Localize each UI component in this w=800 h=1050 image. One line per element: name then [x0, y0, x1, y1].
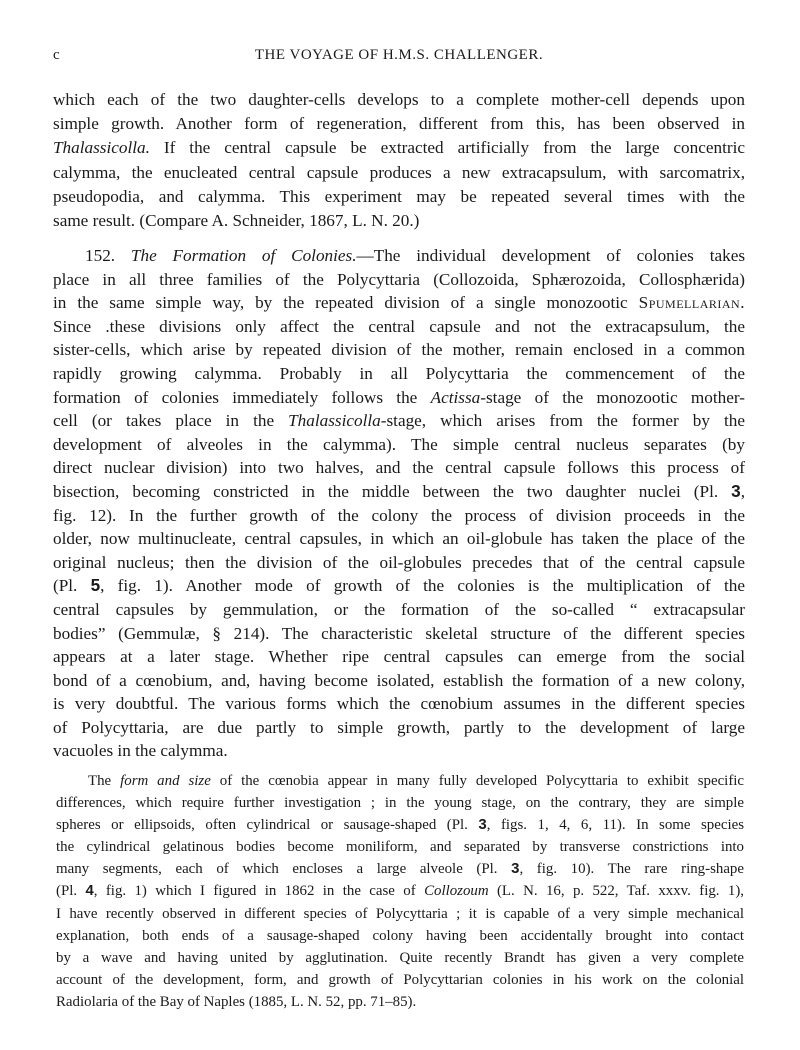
small-caps-text: Spumellarian.	[638, 293, 745, 313]
text-segment: calymma, the enucleated central capsule produces a new extracapsulum, with sarcomatrix,	[53, 162, 745, 182]
text-segment: spheres or ellipsoids, often cylindrical or sausage-shaped (Pl.	[56, 817, 479, 834]
text-segment: sister-cells, which arise by repeated division of the mother, remain enclosed in a common	[53, 340, 745, 360]
plate-number: 3	[478, 817, 487, 834]
text-line	[56, 792, 744, 814]
text-line	[56, 903, 744, 925]
text-segment: same result. (Compare A. Schneider, 1867, L. N. 20.)	[53, 211, 420, 231]
text-segment: —The individual development of colonies takes	[356, 246, 746, 265]
text-segment: direct nuclear division) into two halves, and the central capsule follows this process of	[53, 458, 745, 478]
text-segment: (Pl.	[53, 576, 91, 596]
text-line	[53, 291, 745, 315]
plate-number: 4	[85, 883, 94, 900]
text-segment: which each of the two daughter-cells develops to a complete mother-cell depends upon	[53, 90, 745, 109]
text-segment: pseudopodia, and calymma. This experiment may be repeated several times with the	[53, 186, 745, 206]
text-line	[53, 136, 745, 160]
italic-text: Collozoum	[424, 883, 489, 900]
page-number: c	[53, 47, 61, 63]
italic-text: The Formation of Colonies.	[130, 246, 357, 265]
text-line	[53, 574, 745, 598]
text-line	[53, 480, 745, 504]
text-segment: If the central capsule be extracted artificially from the large concentric	[149, 138, 745, 158]
text-line	[53, 598, 745, 622]
text-segment: The	[88, 773, 121, 789]
paragraph-form-and-size-note	[56, 770, 744, 1013]
text-segment: the cylindrical gelatinous bodies become moniliform, and separated by transverse constrictions into	[56, 839, 744, 856]
text-segment: -stage of the monozootic mother-	[480, 387, 745, 407]
text-segment: of the cœnobia appear in many fully developed Polycyttaria to exhibit specific	[210, 773, 745, 789]
text-segment: Radiolaria of the Bay of Naples (1885, L. N. 52, pp. 71–85).	[56, 993, 417, 1010]
text-segment: cell (or takes place in the	[53, 411, 289, 431]
text-segment: , figs. 1, 4, 6, 11). In some species	[486, 817, 744, 834]
text-line	[56, 880, 744, 902]
text-segment: formation of colonies immediately follows the	[53, 387, 431, 407]
text-segment: , fig. 1) which I figured in 1862 in the case of	[93, 883, 425, 900]
italic-text: Actissa	[430, 387, 481, 407]
text-line	[53, 362, 745, 386]
text-segment: is very doubtful. The various forms which the cœnobium assumes in the different species	[53, 694, 745, 714]
text-line	[53, 315, 745, 339]
running-title: THE VOYAGE OF H.M.S. CHALLENGER.	[254, 47, 544, 63]
text-segment: of Polycyttaria, are due partly to simple growth, partly to the development of large	[53, 717, 745, 737]
text-segment: -stage, which arises from the former by the	[380, 411, 745, 431]
plate-number: 5	[90, 575, 101, 596]
text-line	[53, 112, 745, 136]
text-segment: vacuoles in the calymma.	[53, 741, 228, 761]
text-segment: bodies” (Gemmulæ, § 214). The characteristic skeletal structure of the different species	[53, 623, 745, 643]
text-segment: bond of a cœnobium, and, having become isolated, establish the formation of a new colony,	[53, 670, 745, 690]
text-segment: appears at a later stage. Whether ripe central capsules can emerge from the social	[53, 647, 745, 667]
text-segment: Since .these divisions only affect the central capsule and not the extracapsulum, the	[53, 316, 745, 336]
text-line	[56, 991, 744, 1013]
text-line	[53, 527, 745, 551]
text-line	[53, 645, 745, 669]
text-line	[56, 858, 744, 880]
text-line	[53, 504, 745, 528]
text-line	[56, 814, 744, 836]
text-line	[53, 185, 745, 209]
text-line	[53, 669, 745, 693]
text-segment: (L. N. 16, p. 522, Taf. xxxv. fig. 1),	[488, 883, 744, 900]
text-line	[53, 433, 745, 457]
text-line	[56, 925, 744, 947]
paragraph-regeneration	[53, 88, 745, 233]
plate-number: 3	[511, 861, 520, 878]
text-segment: bisection, becoming constricted in the middle between the two daughter nuclei (Pl.	[53, 481, 732, 501]
italic-text: Thalassicolla	[288, 411, 381, 431]
text-segment: by a wave and having united by agglutination. Quite recently Brandt has given a very complete	[56, 949, 744, 966]
text-segment: 152.	[85, 246, 131, 265]
text-segment: I have recently observed in different species of Polycyttaria ; it is capable of a very simple mechanical	[56, 905, 744, 922]
text-segment: fig. 12). In the further growth of the colony the process of division proceeds in the	[53, 505, 745, 525]
plate-number: 3	[731, 480, 741, 501]
text-segment: simple growth. Another form of regeneration, different from this, has been observed in	[53, 114, 745, 134]
text-line	[53, 386, 745, 410]
text-segment: differences, which require further investigation ; in the young stage, on the contrary, they are simple	[56, 795, 744, 812]
text-segment: development of alveoles in the calymma). The simple central nucleus separates (by	[53, 434, 745, 454]
text-segment: explanation, both ends of a sausage-shaped colony having been accidentally brought into contact	[56, 927, 744, 944]
text-segment: in the same simple way, by the repeated division of a single monozootic	[53, 293, 639, 313]
text-line	[53, 692, 745, 716]
text-line	[53, 739, 745, 763]
paragraph-formation-of-colonies	[53, 244, 745, 763]
text-segment: , fig. 10). The rare ring-shape	[519, 861, 744, 878]
text-line	[53, 716, 745, 740]
text-line	[56, 969, 744, 991]
text-segment: (Pl.	[56, 883, 86, 900]
text-line	[53, 88, 745, 112]
text-segment: older, now multinucleate, central capsules, in which an oil-globule has taken the place of the	[53, 529, 745, 549]
text-line	[53, 338, 745, 362]
text-line	[56, 836, 744, 858]
text-segment: many segments, each of which encloses a large alveole (Pl.	[56, 861, 512, 878]
text-segment: ,	[740, 481, 745, 501]
text-segment: central capsules by gemmulation, or the formation of the so-called “ extracapsular	[53, 599, 745, 619]
italic-text: Thalassicolla.	[53, 138, 150, 158]
text-segment: account of the development, form, and growth of Polycyttarian colonies in his work on the colonial	[56, 971, 744, 988]
text-segment: place in all three families of the Polycyttaria (Collozoida, Sphærozoida, Collosphærida)	[53, 269, 745, 289]
text-segment: , fig. 1). Another mode of growth of the colonies is the multiplication of the	[100, 576, 745, 596]
text-line	[53, 244, 745, 268]
running-header	[53, 47, 745, 69]
text-line	[53, 209, 745, 233]
text-line	[53, 409, 745, 433]
text-segment: rapidly growing calymma. Probably in all Polycyttaria the commencement of the	[53, 363, 745, 383]
text-line	[53, 551, 745, 575]
text-line	[53, 622, 745, 646]
italic-text: form and size	[120, 773, 211, 789]
text-line	[56, 770, 744, 792]
text-segment: original nucleus; then the division of the oil-globules precedes that of the central capsule	[53, 552, 745, 572]
text-line	[53, 161, 745, 185]
text-line	[56, 947, 744, 969]
text-line	[53, 456, 745, 480]
text-line	[53, 268, 745, 292]
